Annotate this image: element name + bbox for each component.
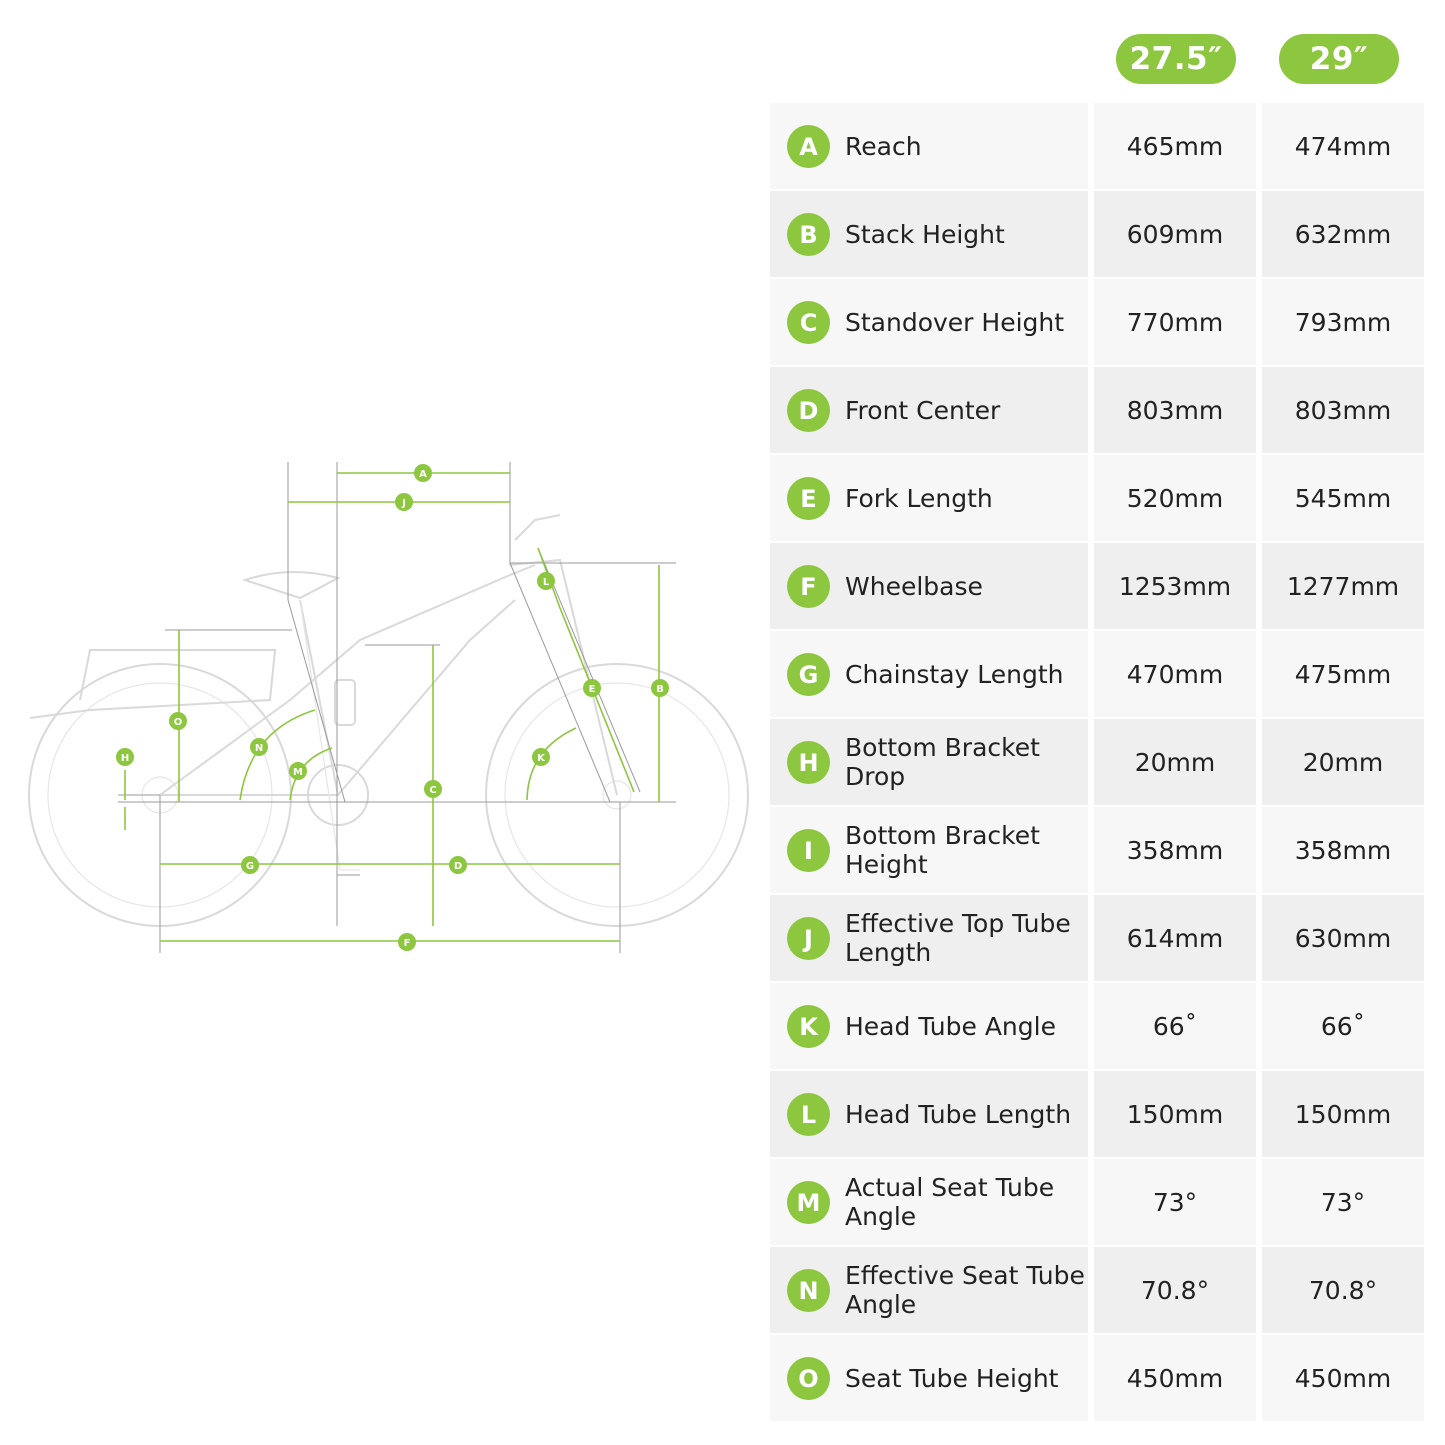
measurement-name: Fork Length <box>845 483 993 513</box>
value-29: 450mm <box>1294 1363 1392 1393</box>
value-29: 475mm <box>1294 659 1392 689</box>
marker-M <box>289 762 307 780</box>
svg-text:C: C <box>429 785 437 796</box>
value-27-5: 609mm <box>1126 219 1224 249</box>
measurement-name: Standover Height <box>845 307 1065 337</box>
value-27-5: 803mm <box>1126 395 1224 425</box>
letter-badge: L <box>787 1093 830 1136</box>
value-27-5: 70.8° <box>1140 1275 1210 1305</box>
table-row <box>770 807 1424 893</box>
value-27-5: 614mm <box>1126 923 1224 953</box>
svg-text:B: B <box>656 684 664 695</box>
table-row <box>770 1071 1424 1157</box>
value-29: 66˚ <box>1320 1011 1366 1041</box>
measurement-name: Chainstay Length <box>845 659 1064 689</box>
table-row <box>770 631 1424 717</box>
table-row <box>770 1159 1424 1245</box>
letter-badge: O <box>787 1357 830 1400</box>
value-27-5: 520mm <box>1126 483 1224 513</box>
letter-badge: I <box>787 829 830 872</box>
value-29: 632mm <box>1294 219 1392 249</box>
measurement-name: Bottom Bracket Drop <box>845 733 1040 791</box>
value-27-5: 358mm <box>1126 835 1224 865</box>
table-row <box>770 279 1424 365</box>
value-29: 630mm <box>1294 923 1392 953</box>
measurement-name: Stack Height <box>845 219 1005 249</box>
marker-C <box>424 780 442 798</box>
table-row <box>770 1247 1424 1333</box>
measurement-name: Effective Top Tube Length <box>845 909 1071 967</box>
letter-badge: N <box>787 1269 830 1312</box>
svg-text:D: D <box>453 861 463 872</box>
measurement-name: Bottom Bracket Height <box>845 821 1040 879</box>
value-29: 73° <box>1320 1187 1366 1217</box>
measurement-name: Actual Seat Tube Angle <box>845 1173 1055 1231</box>
value-29: 150mm <box>1294 1099 1392 1129</box>
marker-D <box>449 856 467 874</box>
measurement-name: Reach <box>845 131 922 161</box>
measurement-name: Head Tube Angle <box>845 1011 1056 1041</box>
value-29: 358mm <box>1294 835 1392 865</box>
marker-F <box>398 933 416 951</box>
value-27-5: 20mm <box>1134 747 1216 777</box>
value-29: 803mm <box>1294 395 1392 425</box>
table-row <box>770 895 1424 981</box>
marker-E <box>583 679 601 697</box>
value-27-5: 1253mm <box>1118 571 1232 601</box>
table-row <box>770 367 1424 453</box>
value-29: 1277mm <box>1286 571 1400 601</box>
marker-N <box>250 738 268 756</box>
value-29: 793mm <box>1294 307 1392 337</box>
svg-text:O: O <box>173 717 183 728</box>
measurement-name: Wheelbase <box>845 571 983 601</box>
dimension-lines <box>125 473 659 941</box>
marker-A <box>414 464 432 482</box>
measurement-name: Front Center <box>845 395 1001 425</box>
svg-text:M: M <box>293 767 303 778</box>
table-row <box>770 543 1424 629</box>
svg-text:N: N <box>254 743 264 754</box>
marker-H <box>116 748 134 766</box>
size-27-5-header: 27.5″ <box>1116 34 1236 84</box>
value-27-5: 150mm <box>1126 1099 1224 1129</box>
value-27-5: 770mm <box>1126 307 1224 337</box>
value-29: 20mm <box>1302 747 1384 777</box>
measurement-name: Seat Tube Height <box>845 1363 1059 1393</box>
letter-badge: J <box>787 917 830 960</box>
table-row <box>770 191 1424 277</box>
letter-badge: G <box>787 653 830 696</box>
svg-text:E: E <box>588 684 596 695</box>
svg-text:L: L <box>542 577 550 588</box>
bike-geometry-diagram <box>0 440 760 970</box>
letter-badge: H <box>787 741 830 784</box>
letter-badge: F <box>787 565 830 608</box>
table-row <box>770 983 1424 1069</box>
value-29: 474mm <box>1294 131 1392 161</box>
marker-K <box>532 748 550 766</box>
marker-O <box>169 712 187 730</box>
value-27-5: 465mm <box>1126 131 1224 161</box>
svg-text:H: H <box>120 753 130 764</box>
value-27-5: 470mm <box>1126 659 1224 689</box>
reference-lines <box>118 462 676 953</box>
measurement-name: Head Tube Length <box>845 1099 1072 1129</box>
marker-J <box>395 493 413 511</box>
value-27-5: 450mm <box>1126 1363 1224 1393</box>
letter-badge: E <box>787 477 830 520</box>
marker-G <box>241 856 259 874</box>
svg-text:G: G <box>245 861 255 872</box>
svg-text:K: K <box>537 753 545 764</box>
svg-text:J: J <box>402 498 406 509</box>
marker-B <box>651 679 669 697</box>
value-29: 70.8° <box>1308 1275 1378 1305</box>
table-row <box>770 103 1424 189</box>
letter-badge: A <box>787 125 830 168</box>
letter-badge: B <box>787 213 830 256</box>
value-29: 545mm <box>1294 483 1392 513</box>
table-row <box>770 719 1424 805</box>
letter-badge: K <box>787 1005 830 1048</box>
svg-text:F: F <box>403 938 411 949</box>
table-row <box>770 1335 1424 1421</box>
letter-badge: D <box>787 389 830 432</box>
letter-badge: C <box>787 301 830 344</box>
value-27-5: 66˚ <box>1152 1011 1198 1041</box>
measurement-name: Effective Seat Tube Angle <box>845 1261 1085 1319</box>
letter-badge: M <box>787 1181 830 1224</box>
svg-text:A: A <box>419 469 427 480</box>
table-row <box>770 455 1424 541</box>
size-29-header: 29″ <box>1279 34 1399 84</box>
value-27-5: 73° <box>1152 1187 1198 1217</box>
marker-L <box>537 572 555 590</box>
